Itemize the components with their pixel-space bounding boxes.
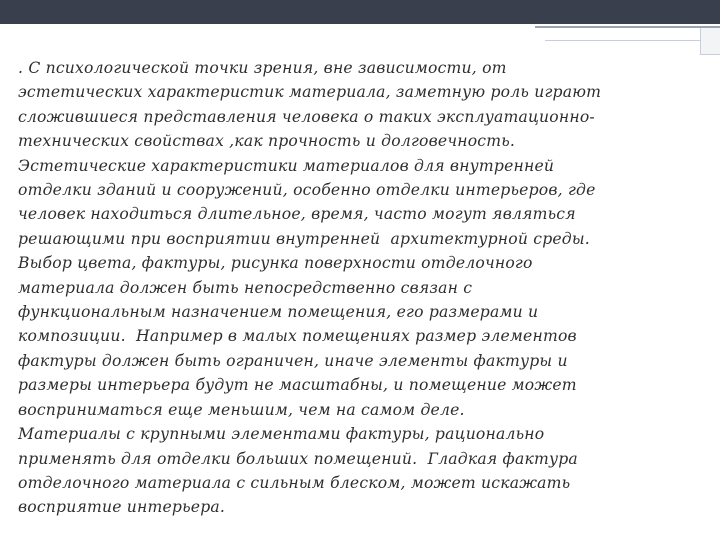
text-line: применять для отделки больших помещений. Гладкая фактура [18,449,578,468]
text-line: Выбор цвета, фактуры, рисунка поверхности отделочного [18,254,533,273]
text-line: Материалы с крупными элементами фактуры, рационально [18,425,545,444]
text-line: функциональным назначением помещения, его размерами и [18,303,539,322]
text-line: сложившиеся представления человека о таких эксплуатационно- [18,107,595,126]
text-line: технических свойствах ,как прочность и долговечность. [18,132,516,151]
text-line: отделки зданий и сооружений, особенно отделки интерьеров, где [18,181,596,200]
slide-header-rule [535,26,720,28]
text-line: решающими при восприятии внутренней архитектурной среды. [18,229,590,248]
slide-header-accent [535,0,720,24]
text-line: восприятие интерьера. [18,498,226,517]
text-line: композиции. Например в малых помещениях размер элементов [18,327,577,346]
slide-header-rule-thin [545,40,720,41]
text-line: фактуры должен быть ограничен, иначе элементы фактуры и [18,351,568,370]
slide-body-text [18,56,708,520]
slide-corner-tab [700,28,720,55]
text-line: эстетических характеристик материала, заметную роль играют [18,83,602,102]
text-line: человек находиться длительное, время, часто могут являться [18,205,576,224]
text-line: отделочного материала с сильным блеском, может искажать [18,473,571,492]
text-line: материала должен быть непосредственно связан с [18,278,473,297]
text-line: . С психологической точки зрения, вне зависимости, от [18,59,507,77]
text-line: восприниматься еще меньшим, чем на самом деле. [18,400,465,419]
text-line: Эстетические характеристики материалов для внутренней [18,156,555,175]
text-line: размеры интерьера будут не масштабны, и помещение может [18,376,577,395]
